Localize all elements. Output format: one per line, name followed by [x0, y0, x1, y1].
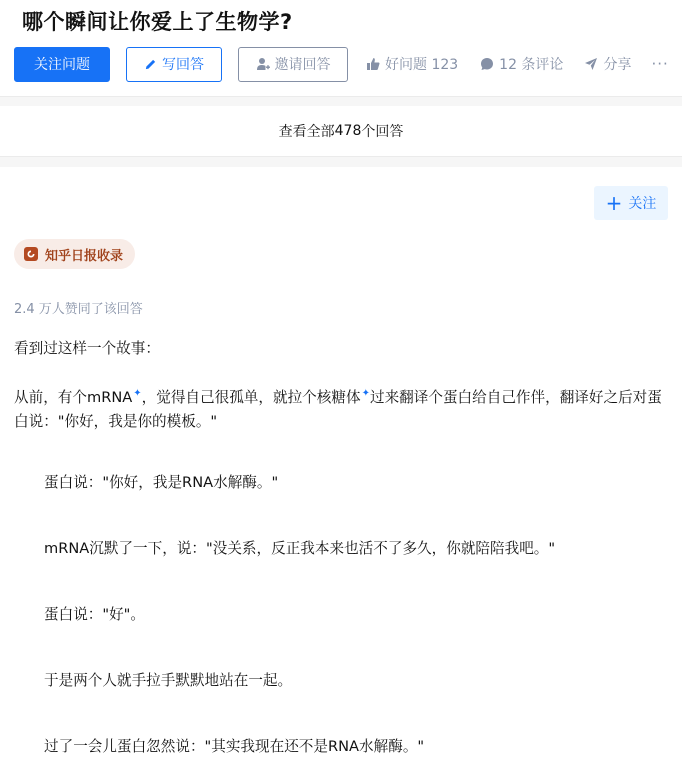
pencil-icon: [144, 58, 157, 71]
write-answer-button[interactable]: [126, 47, 222, 82]
sparkle-icon: ✦: [361, 388, 370, 399]
follow-author-button[interactable]: [594, 186, 668, 220]
zhihu-daily-icon: [24, 247, 38, 261]
share-label: 分享: [603, 57, 632, 73]
good-question-label: 好问题 123: [385, 57, 459, 73]
sparkle-icon: ✦: [133, 388, 142, 399]
story-text: ，觉得自己很孤单，就拉个: [141, 388, 317, 406]
keyword-text: mRNA: [86, 388, 133, 406]
vote-count: 2.4 万人赞同了该回答: [14, 302, 143, 317]
comment-icon: [480, 57, 494, 71]
thumbs-up-icon: [366, 57, 380, 71]
story-line: 蛋白说："好"。: [44, 606, 145, 623]
answer-card: [0, 167, 682, 767]
question-title[interactable]: 哪个瞬间让你爱上了生物学?: [22, 10, 293, 34]
send-icon: [584, 57, 598, 71]
write-answer-label: 写回答: [162, 57, 204, 73]
view-all-suffix: 个回答: [361, 124, 404, 140]
question-actions: [14, 46, 669, 82]
story-line: 于是两个人就手拉手默默地站在一起。: [44, 672, 293, 689]
story-line: 蛋白说："你好，我是RNA水解酶。": [44, 474, 279, 491]
answer-intro: 看到过这样一个故事：: [14, 340, 160, 357]
story-line: mRNA沉默了一下，说："没关系，反正我本来也活不了多久，你就陪陪我吧。": [44, 540, 556, 557]
zhihu-daily-badge[interactable]: [14, 239, 135, 269]
badge-label: 知乎日报收录: [45, 248, 124, 264]
keyword-link-mrna[interactable]: [87, 389, 142, 406]
invite-answer-button[interactable]: [238, 47, 348, 82]
keyword-link-ribosome[interactable]: [317, 389, 370, 406]
invite-user-icon: [256, 57, 270, 71]
follow-author-label: 关注: [628, 196, 657, 212]
question-header: [0, 0, 682, 97]
story-line: 过了一会儿蛋白忽然说："其实我现在还不是RNA水解酶。": [44, 738, 425, 755]
follow-question-button[interactable]: 关注问题: [14, 47, 110, 82]
keyword-text: 核糖体: [316, 388, 361, 406]
good-question-button[interactable]: [366, 54, 458, 74]
view-all-count: 478: [334, 123, 362, 139]
comments-button[interactable]: [480, 54, 563, 74]
plus-icon: +: [605, 191, 623, 215]
more-button[interactable]: ···: [651, 55, 669, 73]
story-text: 从前，有个: [14, 388, 87, 406]
share-button[interactable]: [584, 54, 631, 74]
invite-answer-label: 邀请回答: [274, 57, 331, 73]
story-paragraph: [14, 382, 668, 434]
view-all-prefix: 查看全部: [278, 124, 335, 140]
story-text: 过来翻译个蛋白给自己作伴，翻译好之后对蛋白说："你好，我是你的模板。": [14, 388, 662, 430]
view-all-answers-link[interactable]: [0, 106, 682, 157]
comments-label: 12 条评论: [499, 57, 564, 73]
